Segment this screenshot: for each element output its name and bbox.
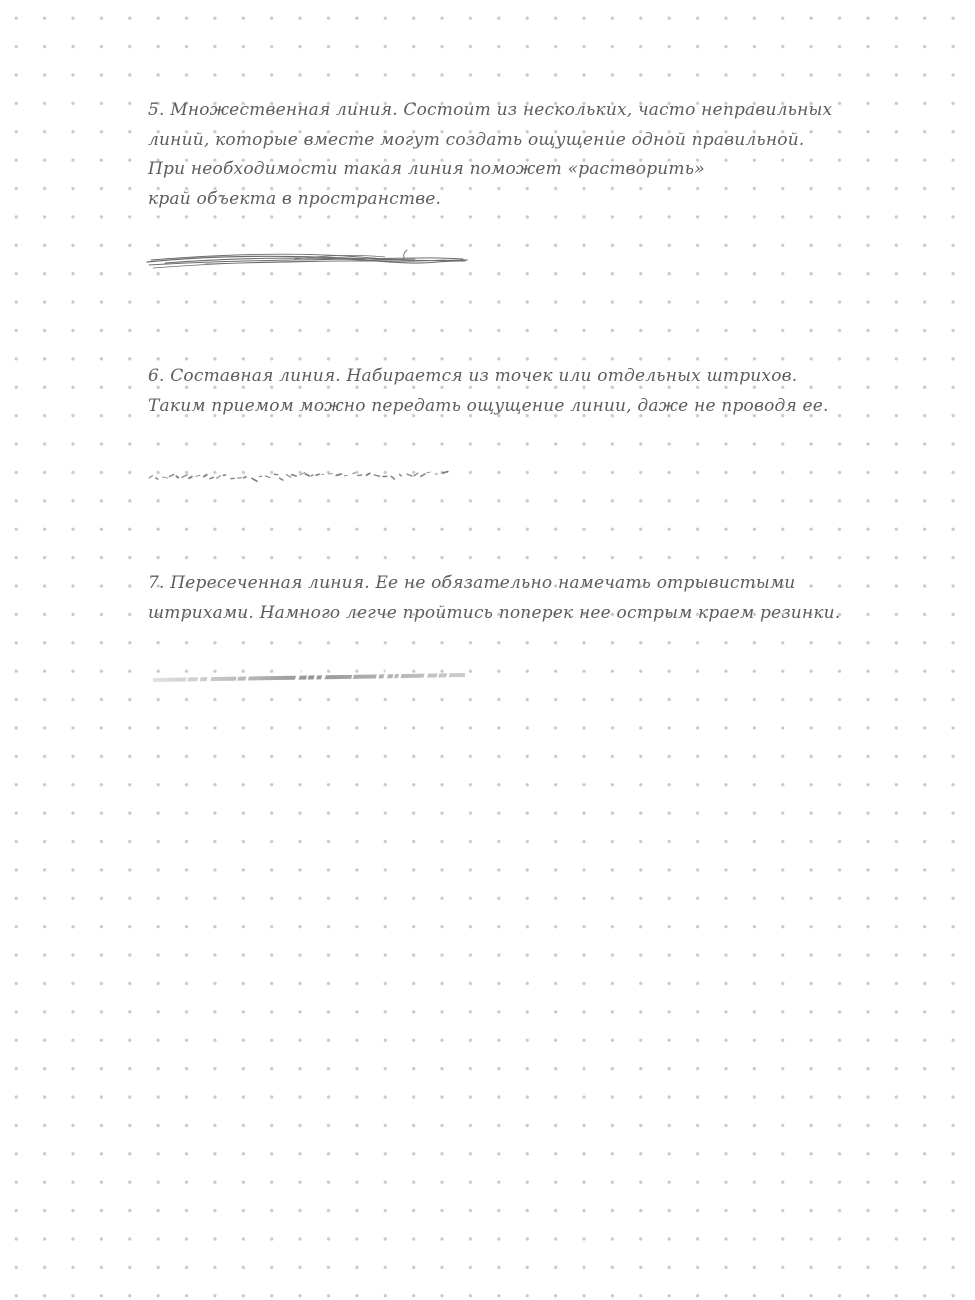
multiple-line-illustration (145, 242, 475, 278)
pencil-dash (400, 474, 402, 475)
pencil-dash (427, 472, 431, 473)
pencil-dash (189, 477, 192, 478)
pencil-dash (353, 473, 355, 474)
pencil-dash (305, 474, 309, 476)
pencil-dash (367, 473, 370, 475)
pencil-dash (196, 475, 200, 476)
pencil-dash (358, 475, 362, 476)
section-7-text-line-1: 7. Пересеченная линия. Ее не обязательно намечать отрывистыми (148, 573, 796, 593)
section-5-text-line-4: край объекта в пространстве. (148, 188, 442, 209)
section-6-text-line-1: 6. Составная линия. Набирается из точек или отдельных штрихов. (148, 366, 798, 386)
section-multiple-line (148, 96, 868, 214)
pencil-dash (176, 476, 178, 477)
section-6-text-line-2: Таким приемом можно передать ощущение линии, даже не проводя ее. (148, 395, 829, 416)
eraser-cut (197, 668, 202, 686)
section-5-text-line-3: При необходимости такая линия поможет «растворить» (148, 159, 705, 179)
eraser-cut (423, 668, 428, 686)
pencil-dash (391, 476, 394, 479)
pencil-dash (162, 477, 167, 478)
section-5-text-line-1: 5. Множественная линия. Состоит из нескольких, часто неправильных (148, 100, 833, 120)
pencil-dash (182, 475, 187, 478)
pencil-dash (204, 475, 207, 477)
eraser-cut (321, 668, 326, 686)
pencil-dash (217, 476, 221, 478)
pencil-dash (156, 478, 158, 479)
pencil-dash (169, 475, 173, 477)
pencil-dash (252, 478, 257, 481)
eraser-cut (383, 668, 388, 686)
pencil-dash (149, 476, 153, 478)
pencil-dash (260, 476, 262, 477)
pencil-dash (265, 476, 270, 478)
pencil-dash (336, 474, 341, 475)
pencil-dash (210, 477, 214, 478)
pencil-dash (443, 472, 448, 473)
pencil-dash (414, 473, 418, 476)
pencil-dash (244, 477, 246, 478)
pencil-dash (374, 475, 379, 476)
pencil-dash (287, 475, 291, 478)
pencil-dash (280, 478, 283, 480)
pencil-dash (316, 474, 319, 475)
section-5-text-line-2: линий, которые вместе могут создать ощущение одной правильной. (148, 129, 805, 150)
eraser-cut (295, 668, 300, 686)
pencil-dash (328, 474, 332, 475)
pencil-dash (292, 475, 297, 476)
eraser-cut (207, 668, 212, 686)
pencil-dash (311, 475, 313, 476)
section-crossed-line (148, 569, 868, 628)
pencil-dash (421, 474, 425, 476)
pencil-dash (300, 473, 305, 475)
section-composite-line (148, 362, 868, 421)
composite-line-illustration (145, 462, 455, 492)
section-7-text-line-2: штрихами. Намного легче пройтись поперек нее острым краем резинки. (148, 602, 841, 623)
pencil-dash (344, 475, 347, 476)
pencil-dash (407, 474, 412, 476)
crossed-line-illustration (145, 664, 475, 690)
eraser-cut (185, 668, 190, 686)
